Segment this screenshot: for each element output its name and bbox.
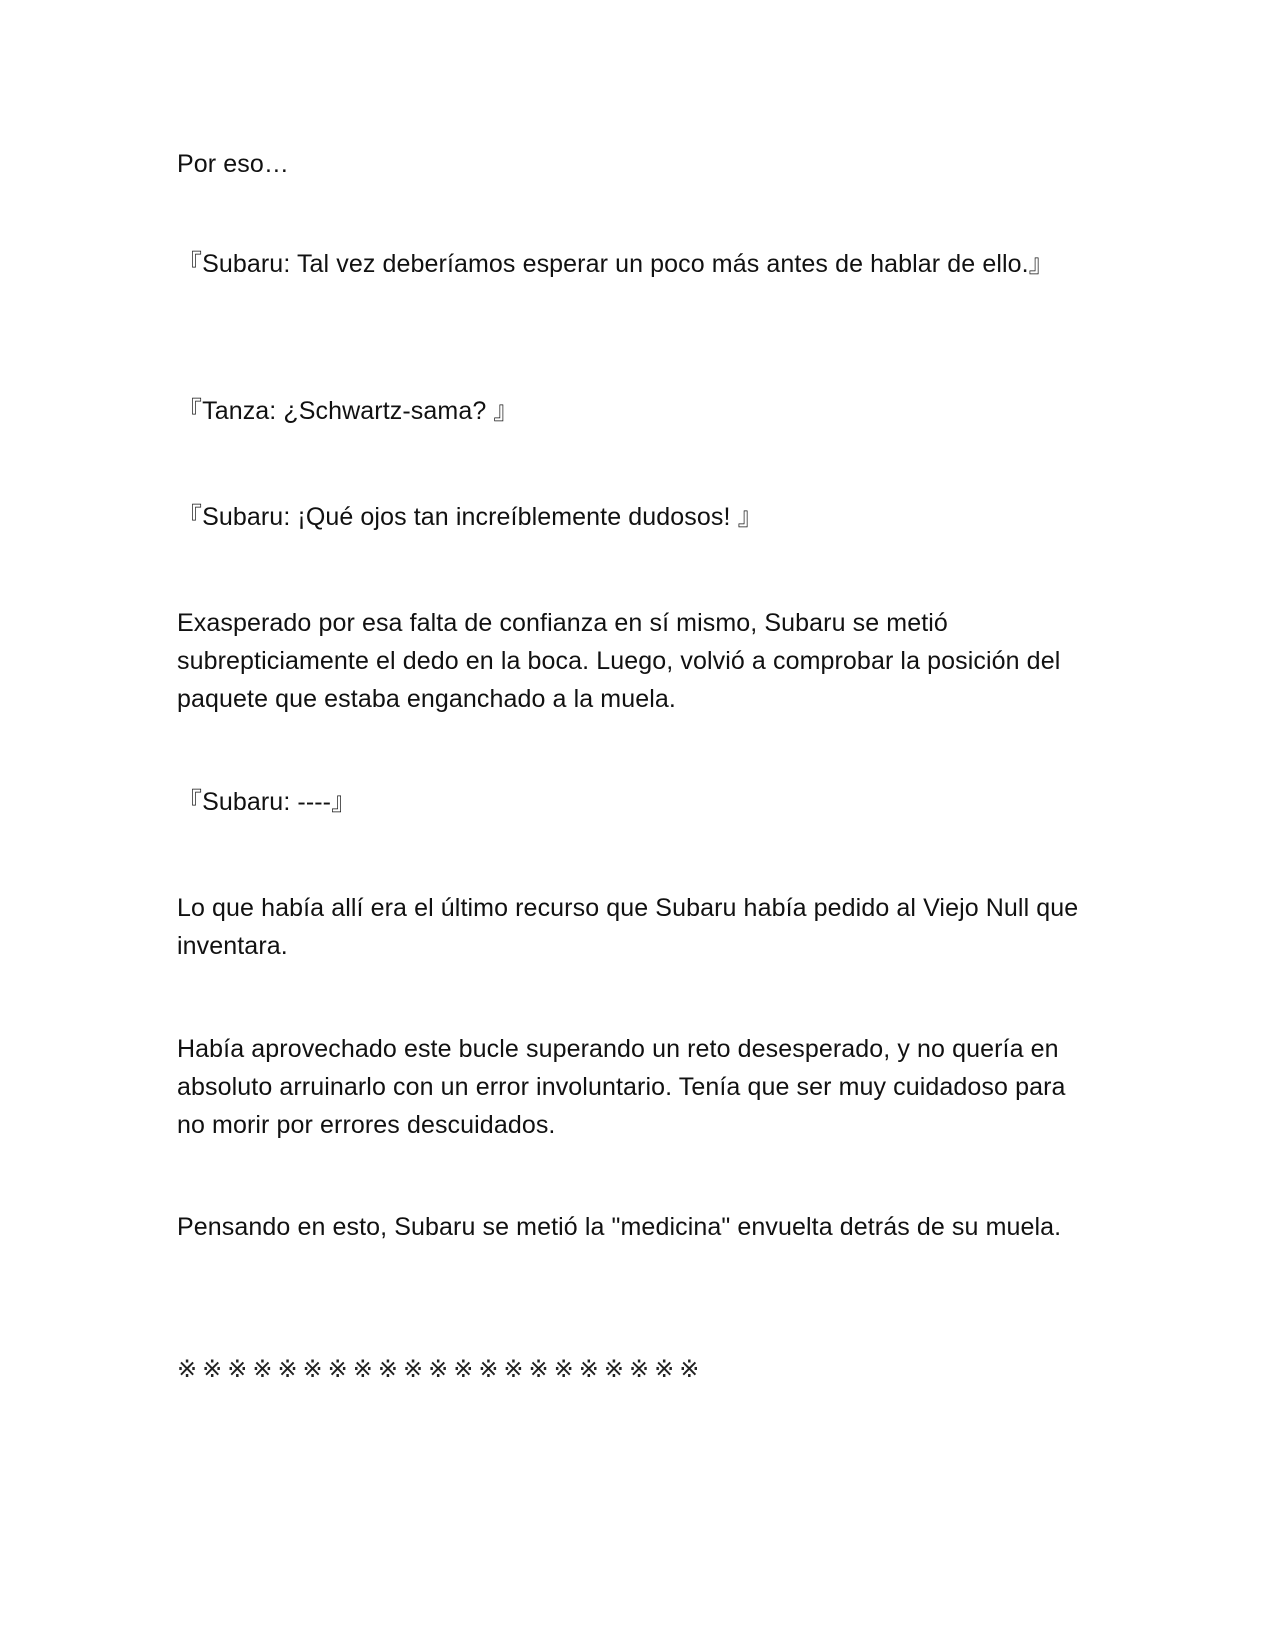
paragraph-narration: Lo que había allí era el último recurso que Subaru había pedido al Viejo Null que inventara.: [177, 894, 1079, 960]
paragraph-narration: Pensando en esto, Subaru se metió la "medicina" envuelta detrás de su muela.: [177, 1213, 1062, 1241]
paragraph-narration: Exasperado por esa falta de confianza en sí mismo, Subaru se metió subrepticiamente el dedo en la boca. Luego, volvió a comprobar la posición del paquete que estaba enganchado a la muela.: [177, 609, 1061, 713]
dialogue-line: 『Subaru: Tal vez deberíamos esperar un poco más antes de hablar de ello.』: [177, 250, 1054, 278]
dialogue-line: 『Subaru: ¡Qué ojos tan increíblemente dudosos! 』: [177, 503, 763, 531]
paragraph-narration: Por eso…: [177, 150, 289, 178]
scene-separator: ※※※※※※※※※※※※※※※※※※※※※: [177, 1355, 705, 1383]
dialogue-line: 『Subaru: ----』: [177, 788, 357, 816]
dialogue-line: 『Tanza: ¿Schwartz-sama? 』: [177, 397, 519, 425]
paragraph-narration: Había aprovechado este bucle superando un reto desesperado, y no quería en absoluto arruinarlo con un error involuntario. Tenía que ser muy cuidadoso para no morir por errores descuidados.: [177, 1035, 1066, 1139]
